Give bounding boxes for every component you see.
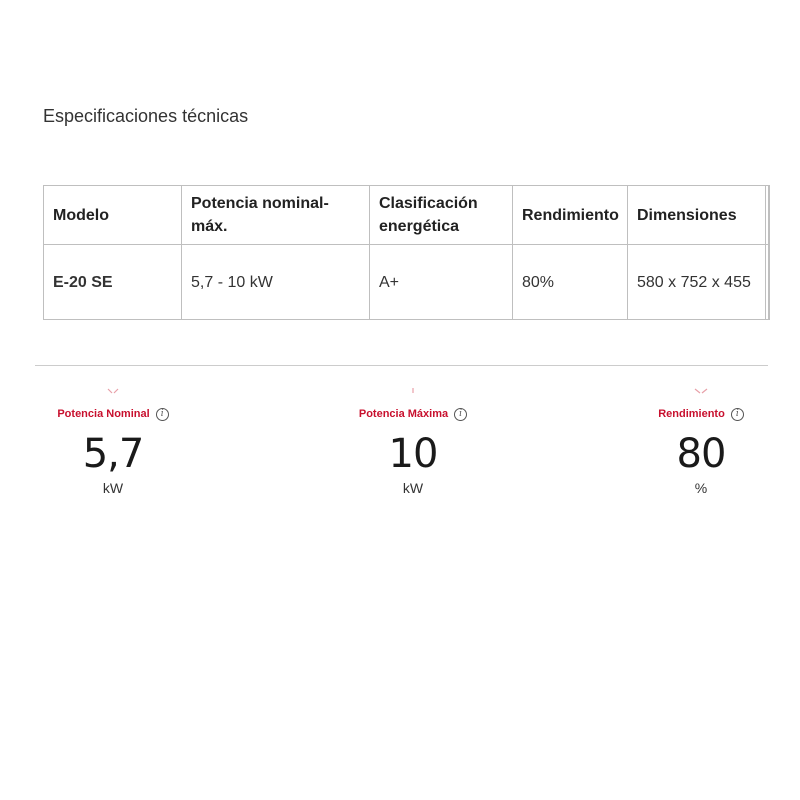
table-row [44,245,769,320]
gauge-tick-icon [13,386,213,396]
header-modelo: Modelo [44,186,182,245]
gauge-tick-icon [313,386,513,396]
section-title: Especificaciones técnicas [43,106,249,126]
info-icon[interactable]: i [454,408,467,421]
metric-value: 5,7 [82,431,144,477]
metric-label: Potencia Máxima [358,408,449,420]
info-icon[interactable]: i [731,408,744,421]
metric-rendimiento [601,386,800,496]
metric-label: Rendimiento [658,408,725,420]
spec-table [43,185,770,320]
header-potencia: Potencia nominal-máx. [182,186,370,245]
metric-unit: kW [102,480,124,496]
metric-unit: % [694,480,708,496]
gauge-tick-icon [601,386,800,396]
header-clasificacion: Clasificación energética [370,186,513,245]
header-overflow [766,186,769,245]
metric-value: 80 [676,431,726,477]
cell-dimensiones: 580 x 752 x 455 [628,245,766,320]
metric-unit: kW [402,480,424,496]
cell-overflow [766,245,769,320]
cell-clasificacion: A+ [370,245,513,320]
header-rendimiento: Rendimiento [513,186,628,245]
metric-potencia-maxima [313,386,513,496]
info-icon[interactable]: i [156,408,169,421]
table-header-row [44,186,769,245]
cell-potencia: 5,7 - 10 kW [182,245,370,320]
header-dimensiones: Dimensiones [628,186,766,245]
metric-value: 10 [388,431,438,477]
cell-rendimiento: 80% [513,245,628,320]
cell-modelo: E-20 SE [44,245,182,320]
metric-potencia-nominal [13,386,213,496]
metric-label: Potencia Nominal [57,408,150,420]
divider [35,365,768,366]
